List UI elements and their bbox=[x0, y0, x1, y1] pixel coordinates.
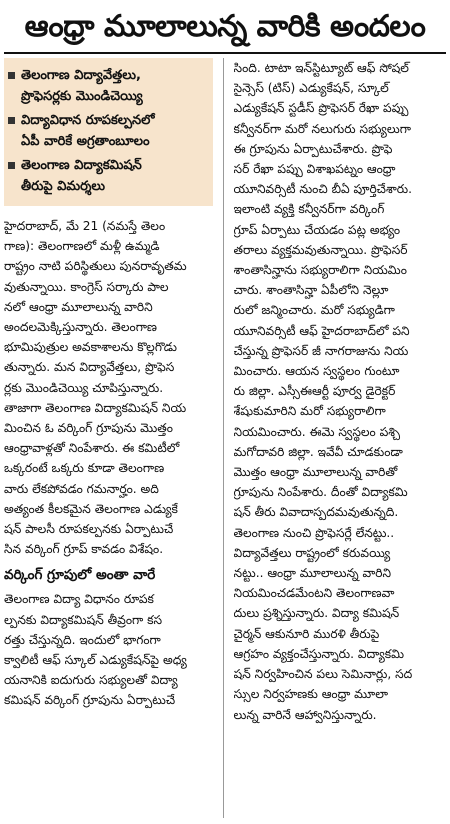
text-line: కమిషన్ వర్కింగ్ గ్రూపును ఏర్పాటుచే bbox=[4, 693, 176, 708]
highlight-item bbox=[8, 110, 207, 152]
text-line: దులు ప్రశ్నిస్తున్నారు. విద్యా కమిషన్ bbox=[233, 606, 400, 621]
text-line: లున్న వారినే ఆహ్వానిస్తున్నారు. bbox=[233, 707, 377, 722]
text-line: గ్రూప్ ఏర్పాటు చేయడం పట్ల అభ్యం bbox=[233, 222, 401, 237]
text-line: సిన వర్కింగ్ గ్రూప్ కావడం విశేషం. bbox=[4, 542, 164, 557]
text-line: వుతున్నాయి. కాంగ్రెస్ సర్కారు పాల bbox=[4, 279, 169, 294]
article-columns bbox=[4, 58, 446, 818]
text-line: చారు. శాంతాసిన్హా ఏపీలోని నెల్లూ bbox=[233, 283, 389, 298]
text-line: రు జిల్లా. ఎస్సీఈఆర్టీ పూర్వ డైరెక్టర్ bbox=[233, 384, 396, 399]
text-line: షన్ తీరు వివాదాస్పదమవుతున్నది. bbox=[233, 505, 399, 520]
left-body-text bbox=[4, 216, 213, 559]
text-line: శాంతాసిన్హాను సభ్యురాలిగా నియమిం bbox=[233, 263, 407, 278]
bullet-square-icon bbox=[8, 117, 15, 124]
highlight-line: ఏపీ వారికే అగ్రతాంబూలం bbox=[21, 134, 150, 149]
highlight-item bbox=[8, 65, 207, 107]
text-line: యనానికి ఐదుగురు సభ్యులతో విద్యా bbox=[4, 673, 178, 688]
text-line: తెలంగాణ విద్యా విధానం రూపక bbox=[4, 592, 154, 607]
text-line: చైర్మన్ ఆకునూరి మురళి తీరుపై bbox=[233, 626, 380, 641]
text-line: ఎడ్యుకేషన్ స్టడీస్ ప్రొఫెసర్ రేఖా పప్పు bbox=[233, 101, 409, 116]
text-line: సైన్సెస్ (టిస్) ఎడ్యుకేషన్, స్కూల్ bbox=[233, 81, 389, 96]
left-body-text-2 bbox=[4, 589, 213, 710]
text-line: శేషుకుమారిని మరో సభ్యురాలిగా bbox=[233, 404, 386, 419]
text-line: అందలమెక్కిస్తున్నారు. తెలంగాణ bbox=[4, 320, 157, 335]
text-line: గ్రూపును నింపేశారు. దీంతో విద్యాకమి bbox=[233, 485, 408, 500]
highlight-line: తీరుపై విమర్శలు bbox=[21, 179, 106, 194]
text-line: నట్టు.. ఆంధ్రా మూలాలున్న వారిని bbox=[233, 566, 392, 581]
text-line: షన్ నిర్వహించిన పలు సెమినార్లు, సద bbox=[233, 667, 413, 682]
text-line: ఆంధ్రావాళ్లతో నింపేశారు. ఈ కమిటీలో bbox=[4, 441, 180, 456]
highlight-line: తెలంగాణ విద్యావేత్తలు, bbox=[21, 68, 141, 83]
bullet-square-icon bbox=[8, 162, 15, 169]
text-line: వారు లేకపోవడం గమనార్హం. అది bbox=[4, 481, 159, 496]
text-line: నియమించడమేంటని తెలంగాణవా bbox=[233, 586, 395, 601]
text-line: రులో జన్మించారు. మరో సభ్యుడిగా bbox=[233, 303, 395, 318]
text-line: స్సుల నిర్వహణకు ఆంధ్రా మూలా bbox=[233, 687, 388, 702]
text-line: చేస్తున్న ప్రొఫెసర్ జీ నాగరాజును నియ bbox=[233, 343, 409, 358]
highlight-line: విద్యావిధాన రూపకల్పనలో bbox=[21, 113, 155, 128]
text-line: ఇలాంటి వ్యక్తి కన్వీనర్‌గా వర్కింగ్ bbox=[233, 202, 385, 217]
subheading: వర్కింగ్ గ్రూపులో అంతా వారే bbox=[4, 567, 156, 584]
highlights-box bbox=[4, 58, 213, 206]
text-line: తరాలు వ్యక్తమవుతున్నాయి. ప్రొఫెసర్ bbox=[233, 242, 408, 257]
text-line: షన్ పాలసీ రూపకల్పనకు ఏర్పాటుచే bbox=[4, 522, 174, 537]
highlight-line: తెలంగాణ విద్యాకమిషన్ bbox=[21, 158, 142, 173]
headline-rule bbox=[4, 52, 446, 54]
highlight-line: ప్రొఫెసర్లకు మొండిచెయ్యి bbox=[21, 89, 143, 104]
text-line: నలో ఆంధ్రా మూలాలున్న వారిని bbox=[4, 299, 153, 314]
left-column bbox=[4, 58, 213, 818]
text-line: హైదరాబాద్, మే 21 (నమస్తే తెలం bbox=[4, 219, 166, 233]
text-line: నియమించారు. ఈమె స్వస్థలం పశ్చి bbox=[233, 424, 401, 439]
text-line: మొత్తం ఆంధ్రా మూలాలున్న వారితో bbox=[233, 465, 398, 480]
text-line: ర్లకు మొండిచెయ్యి చూపిస్తున్నారు. bbox=[4, 380, 164, 395]
text-line: సర్ రేఖా పప్పు విశాఖపట్నం ఆంధ్రా bbox=[233, 162, 396, 177]
bullet-square-icon bbox=[8, 72, 15, 79]
text-line: ఈ గ్రూపును ఏర్పాటుచేశారు. ప్రొఫె bbox=[233, 141, 393, 156]
right-body-text bbox=[234, 58, 446, 725]
column-divider bbox=[223, 58, 224, 818]
text-line: యూనివర్సిటీ ఆఫ్ హైదరాబాద్‌లో పని bbox=[233, 323, 410, 338]
headline: ఆంధ్రా మూలాలున్న వారికి అందలం bbox=[24, 9, 426, 44]
text-line: యూనివర్సిటీ నుంచి బీఏ పూర్తిచేశారు. bbox=[233, 182, 413, 197]
text-line: రత్తు చేస్తున్నది. ఇందులో భాగంగా bbox=[4, 632, 161, 647]
right-column bbox=[234, 58, 446, 818]
text-line: తున్నారు. మన విద్యావేత్తలు, ప్రొఫెస bbox=[4, 360, 175, 375]
text-line: రాష్ట్రం నాటి పరిస్థితులు పునరావృతమ bbox=[4, 259, 187, 274]
text-line: మగోదావరి జిల్లా. ఇవేవీ చూడకుండా bbox=[233, 444, 403, 459]
text-line: ఒక్కరంటే ఒక్కరు కూడా తెలంగాణ bbox=[4, 461, 165, 476]
text-line: ల్పనకు విద్యాకమిషన్ తీవ్రంగా కస bbox=[4, 612, 163, 627]
text-line: మించారు. ఆయన స్వస్థలం గుంటూ bbox=[233, 364, 400, 379]
highlight-item bbox=[8, 155, 207, 197]
text-line: క్వాలిటీ ఆఫ్ స్కూల్ ఎడ్యుకేషన్‌పై అధ్య bbox=[4, 653, 187, 668]
text-line: అత్యంత కీలకమైన తెలంగాణ ఎడ్యుకే bbox=[4, 501, 178, 516]
text-line: కన్వీనర్‌గా మరో నలుగురు సభ్యులుగా bbox=[233, 121, 411, 136]
text-line: తాజాగా తెలంగాణ విద్యాకమిషన్ నియ bbox=[4, 400, 187, 415]
text-line: విద్యావేత్తలు రాష్ట్రంలో కరువయ్యి bbox=[233, 545, 391, 560]
text-line: గాణ): తెలంగాణలో మళ్లీ ఉమ్మడి bbox=[4, 239, 160, 254]
text-line: ఆగ్రహం వ్యక్తంచేస్తున్నారు. విద్యాకమి bbox=[233, 646, 405, 661]
text-line: సింది. టాటా ఇన్‌స్టిట్యూట్ ఆఫ్ సోషల్ bbox=[233, 61, 409, 75]
text-line: మించిన ఓ వర్కింగ్ గ్రూపును మొత్తం bbox=[4, 421, 173, 436]
text-line: తెలంగాణ నుంచి ప్రొఫెసర్లే లేనట్టు.. bbox=[233, 525, 395, 540]
text-line: భూమిపుత్రుల అవకాశాలను కొల్లగొడు bbox=[4, 340, 177, 355]
